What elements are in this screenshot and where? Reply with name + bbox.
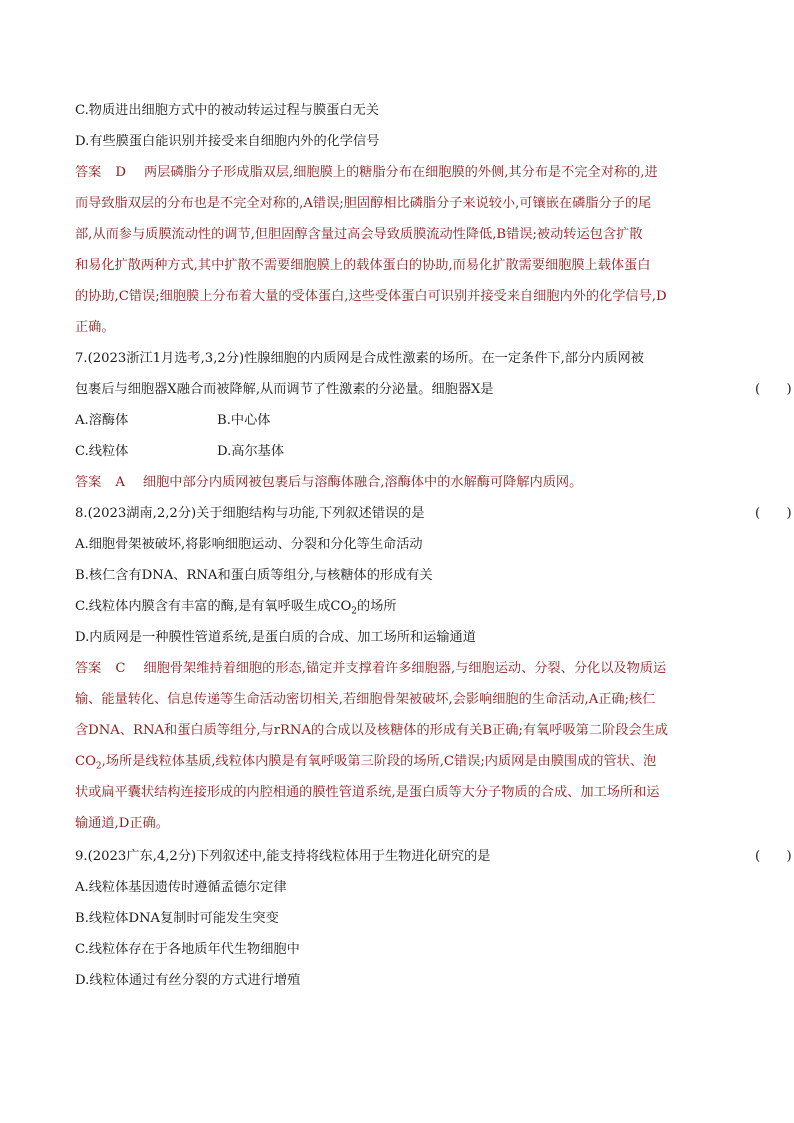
- q7-options-row-1: [75, 411, 735, 431]
- q8-answer: [75, 659, 735, 679]
- q8-option-c-subscript: 2: [351, 606, 358, 617]
- q8-option-c-text: C.线粒体内膜含有丰富的酶,是有氧呼吸生成CO: [75, 599, 352, 614]
- q8-answer-label: 答案: [75, 661, 102, 676]
- q8-explain-line-4: [75, 752, 735, 777]
- q7-stem-line-2: [75, 380, 792, 400]
- q8-explain-line-2: 输、能量转化、信息传递等生命活动密切相关,若细胞骨架被破坏,会影响细胞的生命活动,A正确;核仁: [75, 692, 656, 707]
- q9-option-b: B.线粒体DNA复制时可能发生突变: [75, 911, 279, 926]
- q8-stem: [75, 504, 792, 524]
- q8-explain-line-5: 状或扁平囊状结构连接形成的内腔相通的膜性管道系统,是蛋白质等大分子物质的合成、加工场所和运: [75, 785, 660, 800]
- q6-option-d: D.有些膜蛋白能识别并接受来自细胞内外的化学信号: [75, 134, 380, 149]
- q9-option-c: C.线粒体存在于各地质年代生物细胞中: [75, 942, 300, 957]
- q8-option-c: [75, 597, 735, 622]
- q7-option-c: C.线粒体: [75, 444, 129, 459]
- q7-answer-label: 答案: [75, 475, 102, 490]
- q7-stem-line-1: 7.(2023浙江1月选考,3,2分)性腺细胞的内质网是合成性激素的场所。在一定条件下,部分内质网被: [75, 351, 644, 366]
- q7-answer-bracket: ( ): [755, 382, 792, 397]
- q8-explain-line-4-text: ,场所是线粒体基质,线粒体内膜是有氧呼吸第三阶段的场所,C错误;内质网是由膜围成的管状、泡: [101, 754, 657, 769]
- q9-stem-text: 9.(2023广东,4,2分)下列叙述中,能支持将线粒体用于生物进化研究的是: [75, 849, 491, 864]
- q8-option-b: B.核仁含有DNA、RNA和蛋白质等组分,与核糖体的形成有关: [75, 568, 433, 583]
- q7-option-a: A.溶酶体: [75, 413, 129, 428]
- q9-option-d: D.线粒体通过有丝分裂的方式进行增殖: [75, 973, 301, 988]
- q6-explain-line-5: 的协助,C错误;细胞膜上分布着大量的受体蛋白,这些受体蛋白可识别并接受来自细胞内外的化学信号,D: [75, 289, 667, 304]
- q6-option-c: C.物质进出细胞方式中的被动转运过程与膜蛋白无关: [75, 103, 379, 118]
- q8-explain-co2: CO: [75, 754, 96, 769]
- q6-explain-line-6: 正确。: [75, 320, 115, 335]
- q9-option-a: A.线粒体基因遗传时遵循孟德尔定律: [75, 880, 287, 895]
- q8-answer-key: C: [115, 661, 126, 676]
- q6-answer-key: D: [115, 165, 126, 180]
- q8-explain-co2-subscript: 2: [95, 761, 102, 772]
- q6-explain-line-1: 两层磷脂分子形成脂双层,细胞膜上的糖脂分布在细胞膜的外侧,其分布是不完全对称的,进: [143, 165, 658, 180]
- q7-stem-text: 包裹后与细胞器X融合而被降解,从而调节了性激素的分泌量。细胞器X是: [75, 382, 494, 397]
- q6-answer-label: 答案: [75, 165, 102, 180]
- q8-explain-line-3: 含DNA、RNA和蛋白质等组分,与rRNA的合成以及核糖体的形成有关B正确;有氧呼吸第二阶段会生成: [75, 723, 668, 738]
- q6-answer: [75, 163, 735, 183]
- q8-explain-line-1: 细胞骨架维持着细胞的形态,锚定并支撑着许多细胞器,与细胞运动、分裂、分化以及物质运: [143, 661, 667, 676]
- q7-options-row-2: [75, 442, 735, 462]
- q7-explain: 细胞中部分内质网被包裹后与溶酶体融合,溶酶体中的水解酶可降解内质网。: [142, 475, 583, 490]
- q8-option-a: A.细胞骨架被破坏,将影响细胞运动、分裂和分化等生命活动: [75, 537, 423, 552]
- q8-stem-text: 8.(2023湖南,2,2分)关于细胞结构与功能,下列叙述错误的是: [75, 506, 425, 521]
- q7-option-d: D.高尔基体: [217, 444, 285, 459]
- q8-option-c-tail: 的场所: [357, 599, 397, 614]
- q6-explain-line-2: 而导致脂双层的分布也是不完全对称的,A错误;胆固醇相比磷脂分子来说较小,可镶嵌在磷脂分子的尾: [75, 196, 652, 211]
- q8-option-d: D.内质网是一种膜性管道系统,是蛋白质的合成、加工场所和运输通道: [75, 630, 476, 645]
- q6-explain-line-4: 和易化扩散两种方式,其中扩散不需要细胞膜上的载体蛋白的协助,而易化扩散需要细胞膜上载体蛋白: [75, 258, 651, 273]
- q8-explain-line-6: 输通道,D正确。: [75, 816, 169, 831]
- q7-answer: [75, 473, 735, 493]
- q8-answer-bracket: ( ): [755, 506, 792, 521]
- q9-answer-bracket: ( ): [755, 849, 792, 864]
- q7-answer-key: A: [115, 475, 125, 490]
- q9-stem: [75, 847, 792, 867]
- q7-option-b: B.中心体: [217, 413, 271, 428]
- q6-explain-line-3: 部,从而参与质膜流动性的调节,但胆固醇含量过高会导致质膜流动性降低,B错误;被动转运包含扩散: [75, 227, 643, 242]
